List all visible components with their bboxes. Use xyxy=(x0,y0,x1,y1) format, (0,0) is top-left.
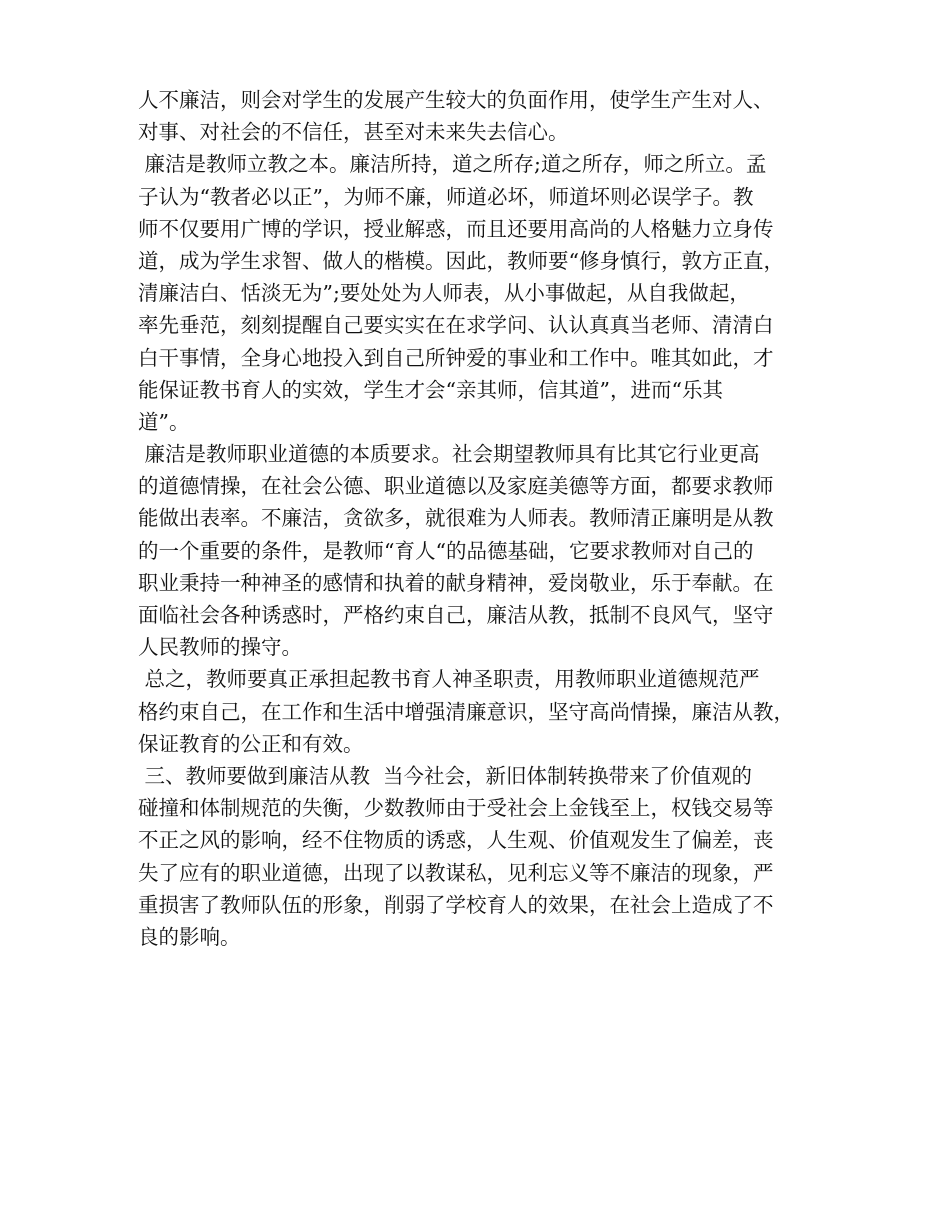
text-line: 对事、对社会的不信任，甚至对未来失去信心。 xyxy=(138,120,569,145)
text-line: 保证教育的公正和有效。 xyxy=(138,731,364,756)
text-line: 师不仅要用广博的学识，授业解惑，而且还要用高尚的人格魅力立身传 xyxy=(138,216,774,241)
text-line: 人民教师的操守。 xyxy=(138,635,302,660)
text-line: 重损害了教师队伍的形象，削弱了学校育人的效果，在社会上造成了不 xyxy=(138,892,774,917)
text-line: 总之，教师要真正承担起教书育人神圣职责，用教师职业道德规范严 xyxy=(138,667,760,692)
text-line: 子认为“教者必以正”，为师不廉，师道必坏，师道坏则必误学子。教 xyxy=(138,184,754,209)
text-line: 的一个重要的条件，是教师“育人“的品德基础，它要求教师对自己的 xyxy=(138,538,754,563)
text-line: 道”。 xyxy=(138,409,190,434)
text-line: 三、教师要做到廉洁从教 当今社会，新旧体制转换带来了价值观的 xyxy=(138,763,753,788)
text-line: 道，成为学生求智、做人的楷模。因此，教师要“修身慎行，敦方正直， xyxy=(138,248,784,273)
body-text xyxy=(138,84,828,953)
text-line: 不正之风的影响，经不住物质的诱惑，人生观、价值观发生了偏差，丧 xyxy=(138,828,774,853)
text-line: 能做出表率。不廉洁，贪欲多，就很难为人师表。教师清正廉明是从教 xyxy=(138,506,774,531)
text-line: 面临社会各种诱惑时，严格约束自己，廉洁从教，抵制不良风气，坚守 xyxy=(138,603,774,627)
text-line: 能保证教书育人的实效，学生才会“亲其师，信其道”，进而“乐其 xyxy=(138,377,723,402)
text-line: 率先垂范，刻刻提醒自己要实实在在求学问、认认真真当老师、清清白 xyxy=(138,313,774,338)
text-line: 廉洁是教师职业道德的本质要求。社会期望教师具有比其它行业更高 xyxy=(138,442,760,467)
text-line: 职业秉持一种神圣的感情和执着的献身精神，爱岗敬业，乐于奉献。在 xyxy=(138,570,774,595)
text-line: 人不廉洁，则会对学生的发展产生较大的负面作用，使学生产生对人、 xyxy=(138,88,774,112)
text-line: 的道德情操，在社会公德、职业道德以及家庭美德等方面，都要求教师 xyxy=(138,474,774,499)
text-line: 白干事情，全身心地投入到自己所钟爱的事业和工作中。唯其如此，才 xyxy=(138,345,774,370)
text-line: 碰撞和体制规范的失衡，少数教师由于受社会上金钱至上，权钱交易等 xyxy=(138,796,774,821)
text-line: 清廉洁白、恬淡无为”;要处处为人师表，从小事做起，从自我做起， xyxy=(138,281,750,306)
text-line: 失了应有的职业道德，出现了以教谋私，见利忘义等不廉洁的现象，严 xyxy=(138,860,774,885)
text-line: 格约束自己，在工作和生活中增强清廉意识，坚守高尚情操，廉洁从教， xyxy=(138,699,794,724)
text-line: 廉洁是教师立教之本。廉洁所持，道之所存;道之所存，师之所立。孟 xyxy=(138,152,767,177)
text-line: 良的影响。 xyxy=(138,924,241,949)
